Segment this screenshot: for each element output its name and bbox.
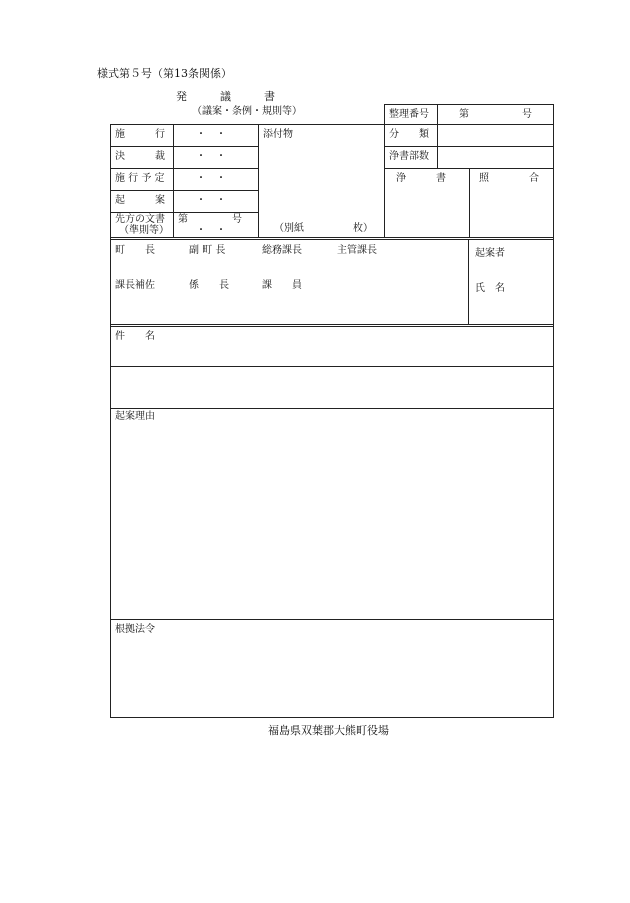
ledger-dai: 第 [459,109,469,120]
ledger-go: 号 [522,109,532,120]
grid-line [110,619,554,620]
label-attachment: 添付物 [263,129,293,140]
partner-dai: 第 [178,214,188,225]
label-clean-copy: 浄 書 [396,173,446,184]
approver-section-chief: 係 長 [189,280,229,291]
grid-line [173,124,174,237]
label-drafter: 起案者 [475,248,505,259]
footer-office: 福島県双葉郡大熊町役場 [268,724,389,737]
grid-line [258,124,259,237]
form-number: 様式第５号（第13条関係） [97,67,232,80]
ledger-border [384,104,385,124]
double-line [110,326,554,327]
ledger-label: 整理番号 [389,109,429,120]
grid-line [110,212,258,213]
approver-staff: 課 員 [262,280,302,291]
grid-line [469,168,470,237]
double-line [110,324,554,325]
date-drafting: ・ ・ [196,195,226,206]
approver-general-affairs-chief: 総務課長 [262,245,302,256]
grid-line [384,124,385,237]
label-decision: 決 裁 [115,151,165,162]
label-copies: 浄書部数 [389,151,429,162]
grid-line [437,124,438,168]
grid-line [110,146,258,147]
label-drafter-name: 氏 名 [475,283,505,294]
partner-go: 号 [232,214,242,225]
ledger-border [553,104,554,124]
title-note: （議案・条例・規則等） [192,106,302,117]
date-decision: ・ ・ [196,151,226,162]
label-enforcement: 施 行 [115,129,165,140]
grid-line [110,408,554,409]
outer-left-border [110,124,111,718]
grid-line [384,146,554,147]
label-reason: 起案理由 [115,411,155,422]
ledger-border [384,104,554,105]
double-line [110,237,554,238]
date-scheduled-enforcement: ・ ・ [196,173,226,184]
approver-mayor: 町 長 [115,245,155,256]
label-subject: 件 名 [115,331,155,342]
grid-line [110,168,258,169]
grid-line [468,239,469,324]
label-partner-standard: （準則等） [119,225,169,236]
approver-deputy-mayor: 副 町 長 [189,245,226,256]
date-enforcement: ・ ・ [196,129,226,140]
attachment-note: （別紙 [274,223,304,234]
label-classification: 分 類 [389,129,429,140]
grid-line [110,190,258,191]
grid-line [110,366,554,367]
label-drafting: 起 案 [115,195,165,206]
double-line [110,239,554,240]
label-verification: 照 合 [479,173,539,184]
attachment-count-unit: 枚） [353,223,373,234]
document-title: 発 議 書 [176,90,275,103]
label-legal-basis: 根拠法令 [115,624,155,635]
ledger-border [437,104,438,124]
outer-bottom-border [110,717,554,718]
approver-department-chief: 主管課長 [337,245,377,256]
partner-date: ・ ・ [196,225,226,236]
grid-line [110,124,554,125]
label-scheduled-enforcement: 施 行 予 定 [115,173,165,184]
approver-assistant-chief: 課長補佐 [115,280,155,291]
label-partner-document: 先方の文書 [115,214,165,225]
outer-right-border [553,124,554,718]
